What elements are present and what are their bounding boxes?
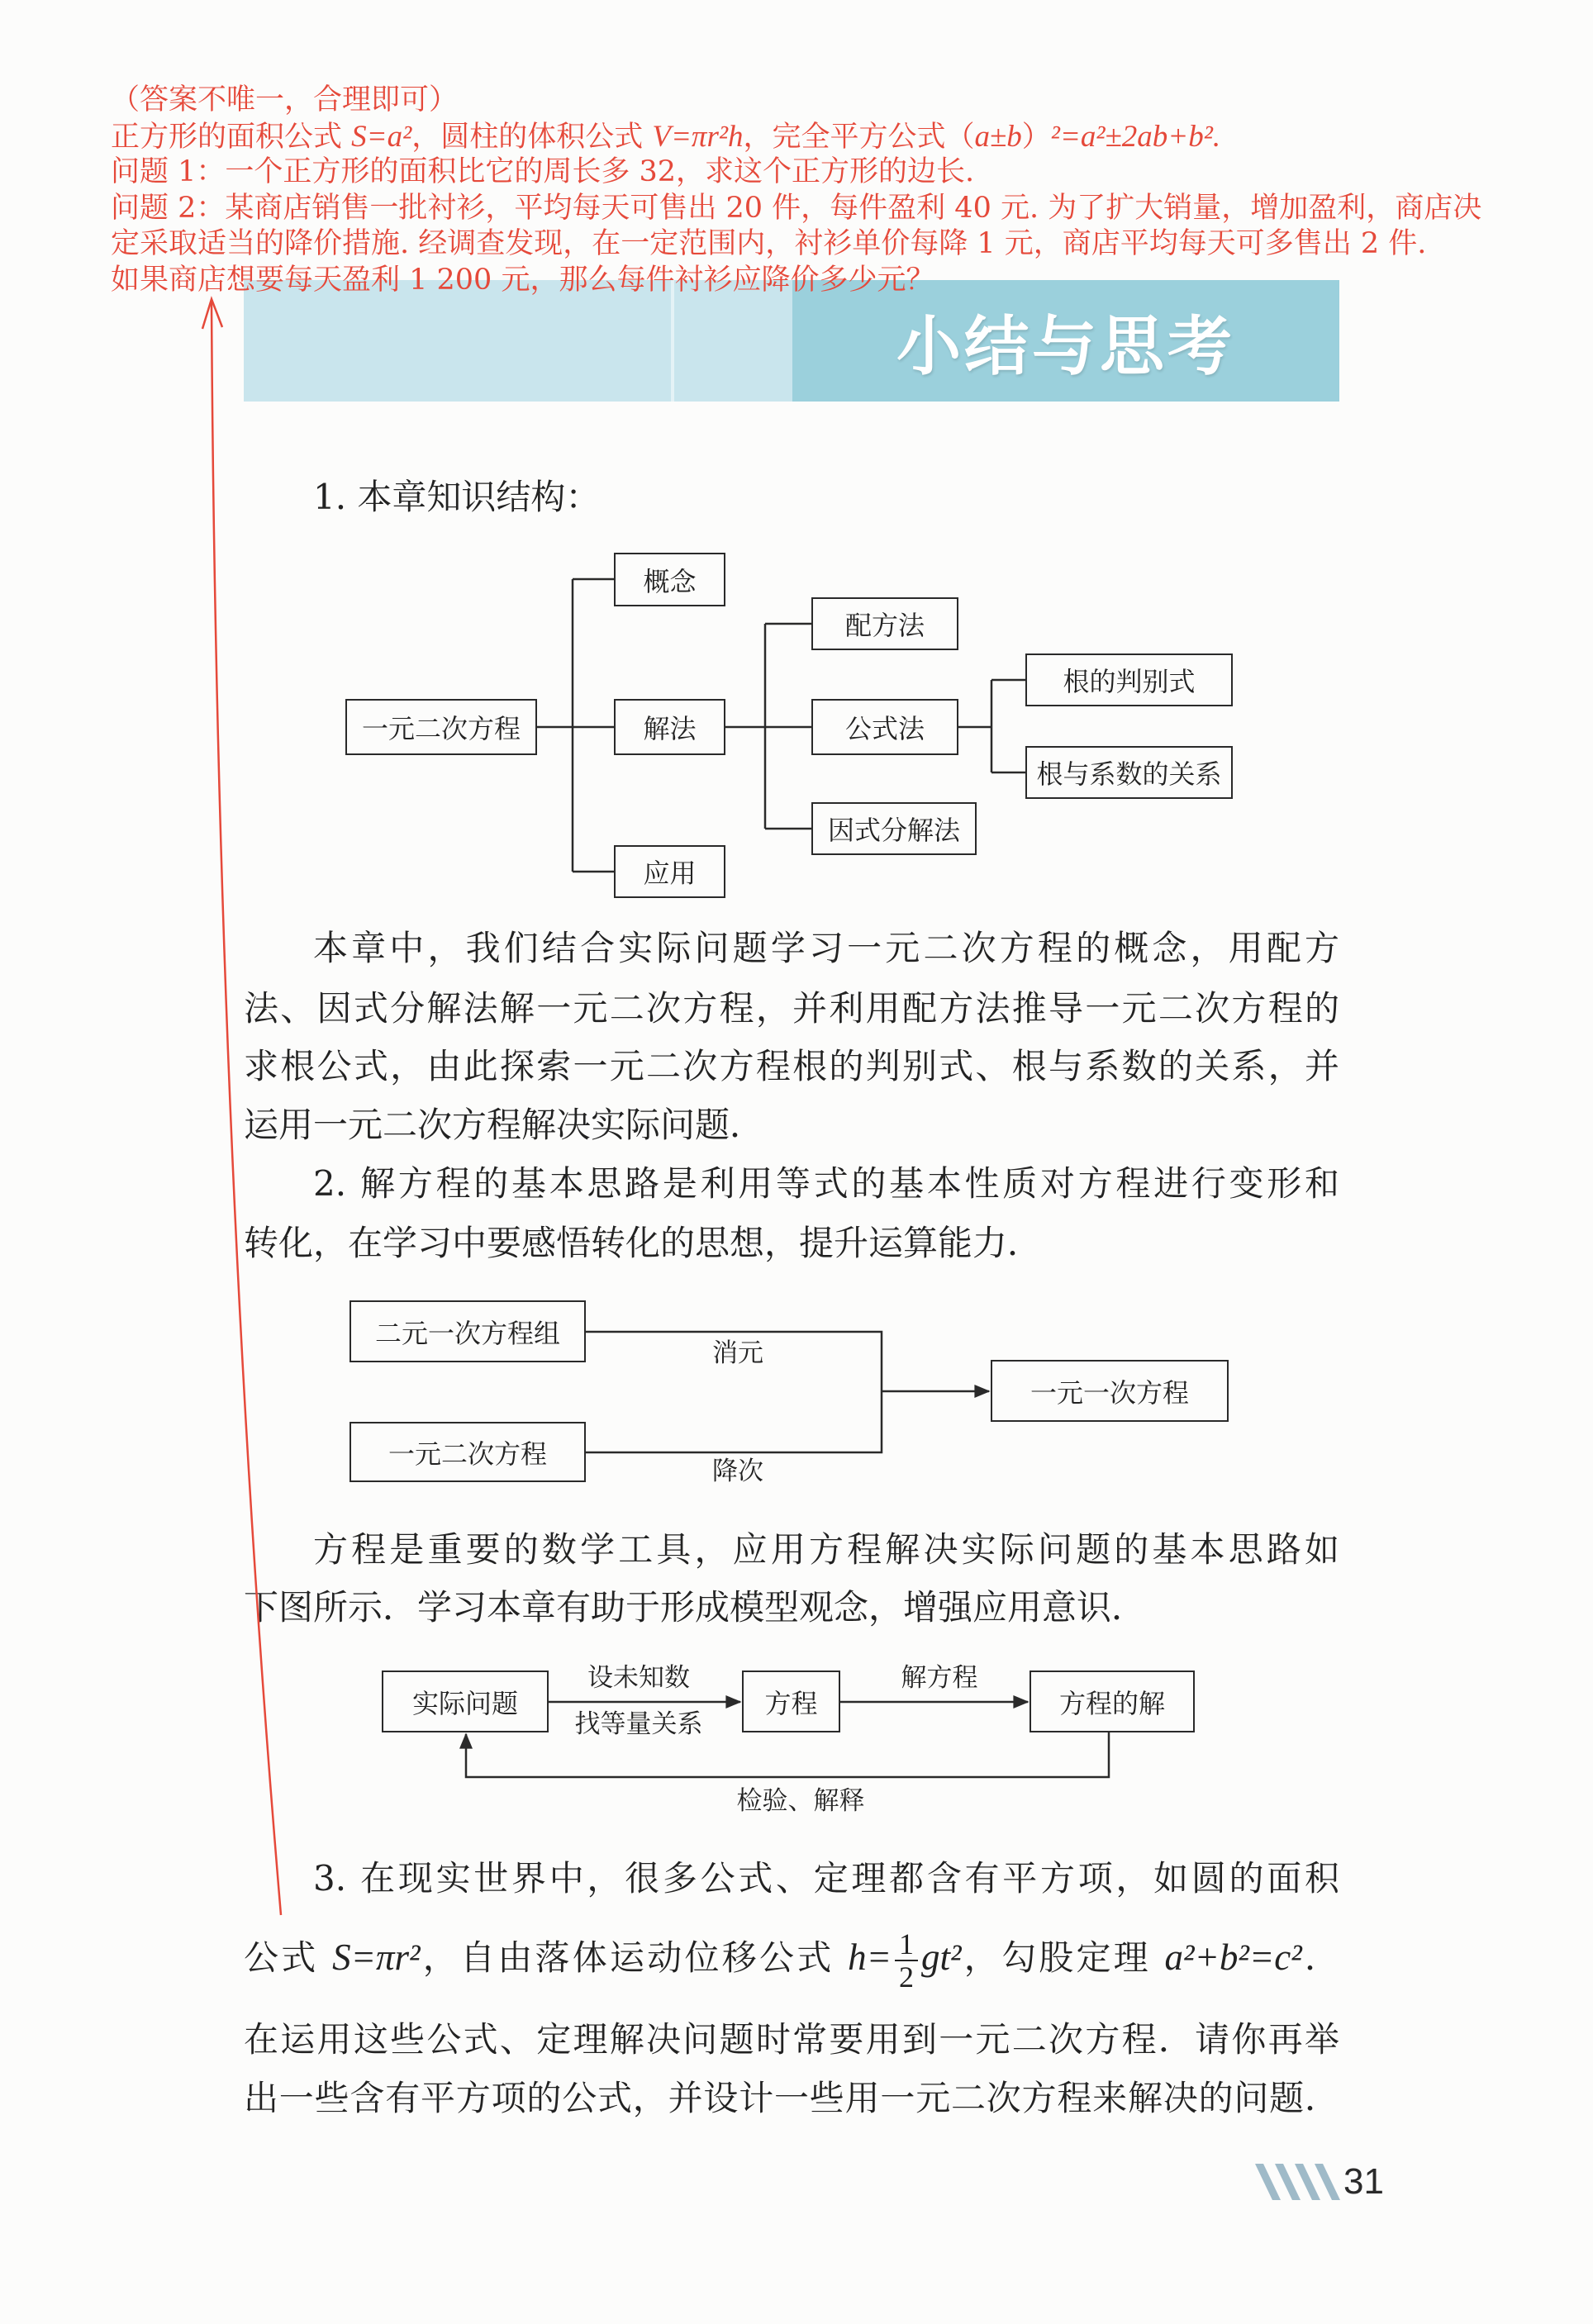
node-quadratic: 一元二次方程 [350,1422,586,1482]
annotation-text: ） [1021,120,1051,154]
node-completing-square: 配方法 [811,597,958,650]
label-elimination: 消元 [712,1338,763,1368]
fraction-numerator: 1 [895,1928,918,1961]
node-concept: 概念 [614,553,725,606]
math-displacement-lhs: h= [848,1937,892,1978]
node-equation: 方程 [742,1671,840,1732]
section-3-line: 出一些含有平方项的公式，并设计一些用一元二次方程来解决的问题． [244,2078,1339,2118]
math-pythagorean: a²+b²=c² [1164,1937,1302,1978]
node-real-problem: 实际问题 [382,1671,549,1732]
node-roots-coefficients: 根与系数的关系 [1025,746,1233,799]
section-3-text: ． [1301,1937,1339,1978]
node-application: 应用 [614,845,725,898]
section-2-line: 转化，在学习中要感悟转化的思想，提升运算能力． [244,1223,1043,1263]
node-linear-equation: 一元一次方程 [991,1360,1229,1422]
node-factorization: 因式分解法 [811,802,977,855]
node-solving: 解法 [614,699,725,755]
arrow-feedback-loop [466,1732,1109,1777]
section-3-line: 在运用这些公式、定理解决问题时常要用到一元二次方程．请你再举 [244,2019,1339,2060]
annotation-note: （答案不唯一，合理即可） [111,83,459,116]
annotation-text: ，圆柱的体积公式 [411,120,653,154]
fraction-denominator: 2 [898,1960,914,1994]
page-number: 31 [1343,2161,1384,2202]
annotation-text: ，完全平方公式（ [743,120,975,154]
annotation-math-expansion: ²=a²±2ab+b². [1050,119,1221,154]
annotation-question-2-line: 问题 2：某商店销售一批衬衫，平均每天可售出 20 件，每件盈利 40 元. 为了扩大销量，增加盈利，商店决 [111,191,1482,225]
node-linear-system: 二元一次方程组 [350,1300,586,1362]
page-bar [1295,2164,1320,2200]
red-annotation [111,83,1481,298]
annotation-question-2-line: 定采取适当的降价措施. 经调查发现，在一定范围内，衬衫单价每降 1 元，商店平均每天可多售出 2 件. [111,227,1427,260]
page-number-bars-icon [1248,2158,1343,2206]
section-3-formula-line [244,1920,1339,1994]
page-bar [1315,2164,1340,2200]
label-degree-reduction: 降次 [712,1457,763,1486]
section-2-line: 2. 解方程的基本思路是利用等式的基本性质对方程进行变形和 [313,1163,1339,1204]
fraction-one-half [895,1928,918,1993]
label-solve-equation: 解方程 [901,1663,978,1693]
annotation-math-cylinder-volume: V=πr²h [652,119,744,154]
label-set-unknown: 设未知数 [587,1663,690,1693]
section-1-paragraph-line: 法、因式分解法解一元二次方程，并利用配方法推导一元二次方程的 [244,988,1339,1029]
node-equation-solution: 方程的解 [1030,1671,1195,1732]
page-bar [1255,2164,1281,2200]
section-1-heading: 1. 本章知识结构： [313,477,601,517]
section-3-line: 3. 在现实世界中，很多公式、定理都含有平方项，如圆的面积 [313,1858,1339,1899]
page-bar [1275,2164,1301,2200]
label-find-equal-relation: 找等量关系 [574,1709,703,1739]
section-1-paragraph-line: 运用一元二次方程解决实际问题． [244,1105,765,1145]
annotation-question-1: 问题 1：一个正方形的面积比它的周长多 32，求这个正方形的边长. [111,155,975,188]
section-1-paragraph-line: 本章中，我们结合实际问题学习一元二次方程的概念，用配方 [313,928,1339,968]
section-1-paragraph-line: 求根公式，由此探索一元二次方程根的判别式、根与系数的关系，并 [244,1046,1339,1086]
annotation-formula-line [111,119,1481,155]
node-quadratic-formula: 公式法 [811,699,958,755]
section-2-modeling-line: 方程是重要的数学工具，应用方程解决实际问题的基本思路如 [313,1529,1339,1570]
math-circle-area: S=πr² [332,1937,421,1978]
annotation-math-square-area: S=a² [351,119,412,154]
node-quadratic-equation: 一元二次方程 [345,699,537,755]
label-verify-explain: 检验、解释 [736,1786,865,1816]
annotation-math-binomial: a±b [974,119,1022,154]
section-3-text: 公式 [244,1937,333,1978]
node-discriminant: 根的判别式 [1025,653,1233,706]
annotation-text: 正方形的面积公式 [111,120,352,154]
section-3-text: ，勾股定理 [961,1937,1165,1978]
annotation-question-2-line: 如果商店想要每天盈利 1 200 元，那么每件衬衫应降价多少元？ [111,263,935,297]
math-displacement-rhs: gt² [920,1937,962,1978]
section-3-text: ，自由落体运动位移公式 [420,1937,849,1978]
section-title: 小结与思考 [896,309,1235,384]
section-2-modeling-line: 下图所示．学习本章有助于形成模型观念，增强应用意识． [244,1587,1147,1628]
